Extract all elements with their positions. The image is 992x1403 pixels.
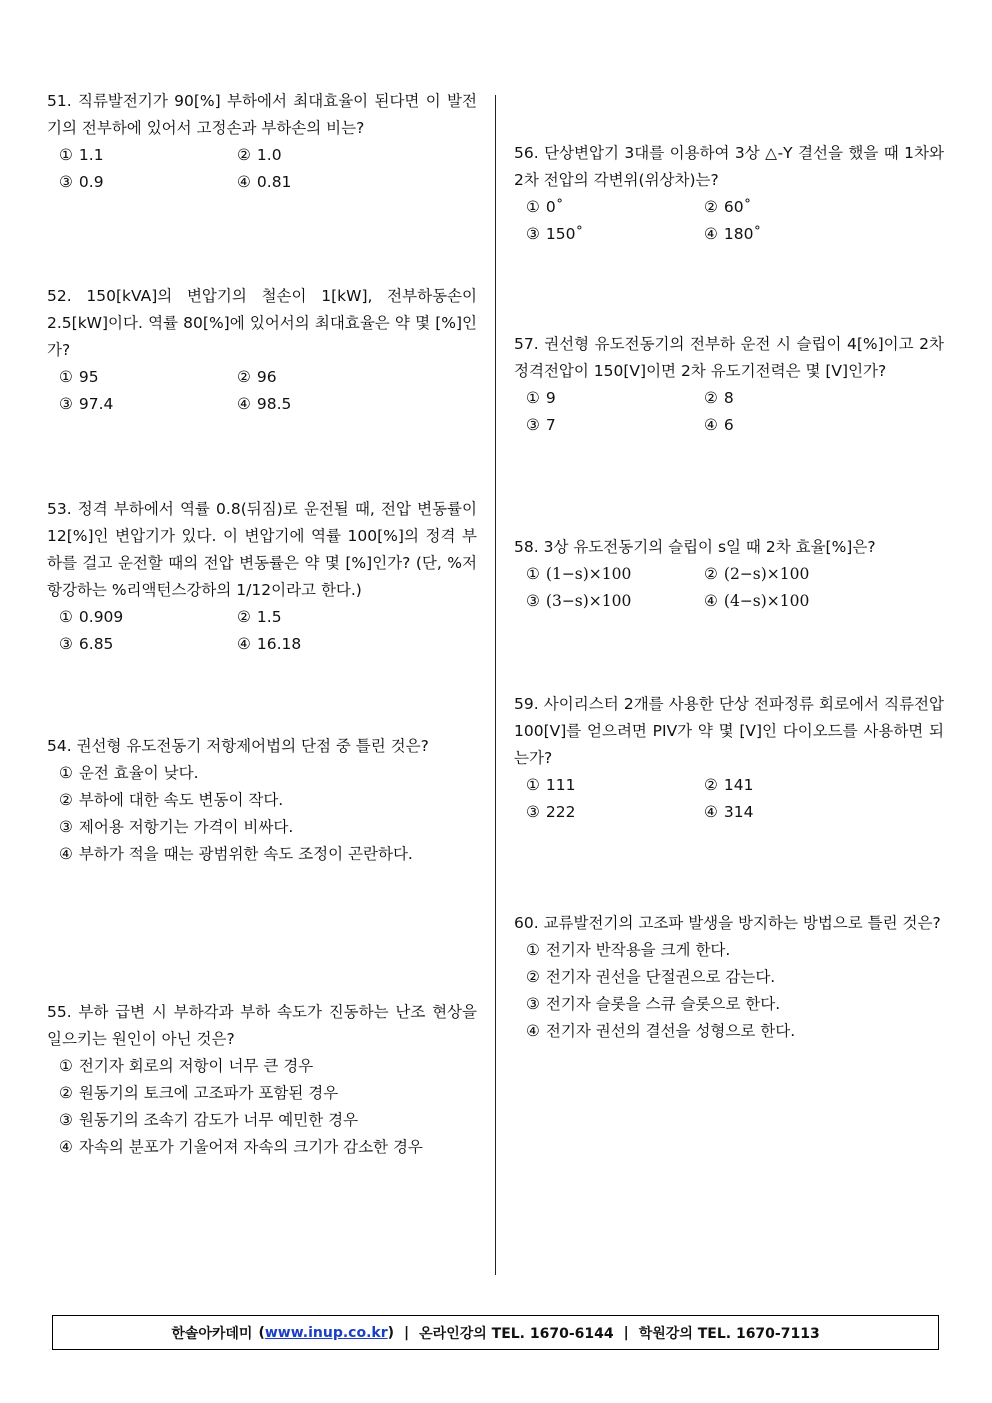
footer-academy-name: 한솔아카데미 — [171, 1325, 253, 1342]
option-4[interactable]: ④ 98.5 — [237, 395, 292, 413]
question-52-stem: 52. 150[kVA]의 변압기의 철손이 1[kW], 전부하동손이 2.5[kW]이다. 역률 80[%]에 있어서의 최대효율은 약 몇 [%]인가? — [47, 287, 477, 359]
option-4[interactable]: ④ 180˚ — [704, 225, 762, 243]
question-60-stem: 60. 교류발전기의 고조파 발생을 방지하는 방법으로 틀린 것은? — [514, 914, 941, 932]
option-2[interactable]: ② 96 — [237, 368, 277, 386]
option-3[interactable]: ③ 150˚ — [526, 225, 584, 243]
option-3[interactable]: ③ 전기자 슬롯을 스큐 슬롯으로 한다. — [526, 995, 781, 1013]
question-55-options — [47, 1053, 477, 1161]
option-4[interactable]: ④ 부하가 적을 때는 광범위한 속도 조정이 곤란하다. — [59, 845, 413, 863]
footer-online-phone: 온라인강의 TEL. 1670-6144 — [419, 1325, 614, 1342]
option-3[interactable]: ③ 222 — [526, 803, 576, 821]
question-58 — [514, 534, 944, 615]
option-4[interactable]: ④ (4−s)×100 — [704, 592, 810, 610]
option-2[interactable]: ② (2−s)×100 — [704, 565, 810, 583]
option-1[interactable]: ① 0˚ — [526, 198, 564, 216]
question-55-stem: 55. 부하 급변 시 부하각과 부하 속도가 진동하는 난조 현상을 일으키는 원인이 아닌 것은? — [47, 1003, 477, 1048]
option-1[interactable]: ① 1.1 — [59, 146, 104, 164]
question-59 — [514, 691, 944, 826]
question-59-options — [514, 772, 944, 826]
option-2[interactable]: ② 1.5 — [237, 608, 282, 626]
question-56 — [514, 140, 944, 248]
option-2[interactable]: ② 1.0 — [237, 146, 282, 164]
option-3[interactable]: ③ (3−s)×100 — [526, 592, 632, 610]
option-1[interactable]: ① 0.909 — [59, 608, 124, 626]
question-57 — [514, 331, 944, 439]
question-52 — [47, 283, 477, 418]
option-2[interactable]: ② 부하에 대한 속도 변동이 작다. — [59, 791, 284, 809]
option-1[interactable]: ① 111 — [526, 776, 576, 794]
option-1[interactable]: ① (1−s)×100 — [526, 565, 632, 583]
option-2[interactable]: ② 전기자 권선을 단절권으로 감는다. — [526, 968, 776, 986]
option-2[interactable]: ② 원동기의 토크에 고조파가 포함된 경우 — [59, 1084, 339, 1102]
question-60 — [514, 910, 944, 1045]
option-3[interactable]: ③ 97.4 — [59, 395, 114, 413]
option-4[interactable]: ④ 6 — [704, 416, 734, 434]
footer-separator: | — [623, 1324, 629, 1341]
option-2[interactable]: ② 8 — [704, 389, 734, 407]
option-3[interactable]: ③ 6.85 — [59, 635, 114, 653]
question-59-stem: 59. 사이리스터 2개를 사용한 단상 전파정류 회로에서 직류전압 100[V]를 얻으려면 PIV가 약 몇 [V]인 다이오드를 사용하면 되는가? — [514, 695, 944, 767]
footer-open-paren: ( — [258, 1324, 265, 1341]
question-58-options — [514, 561, 944, 615]
option-1[interactable]: ① 운전 효율이 낮다. — [59, 764, 199, 782]
option-4[interactable]: ④ 0.81 — [237, 173, 292, 191]
option-3[interactable]: ③ 원동기의 조속기 감도가 너무 예민한 경우 — [59, 1111, 359, 1129]
question-56-options — [514, 194, 944, 248]
option-3[interactable]: ③ 0.9 — [59, 173, 104, 191]
question-55 — [47, 999, 477, 1161]
column-divider — [495, 95, 496, 1275]
question-52-options — [47, 364, 477, 418]
option-3[interactable]: ③ 7 — [526, 416, 556, 434]
option-4[interactable]: ④ 자속의 분포가 기울어져 자속의 크기가 감소한 경우 — [59, 1138, 423, 1156]
footer-close-paren: ) — [387, 1324, 395, 1341]
question-54-options — [47, 760, 477, 868]
question-51 — [47, 88, 477, 196]
question-57-options — [514, 385, 944, 439]
option-1[interactable]: ① 전기자 반작용을 크게 한다. — [526, 941, 731, 959]
question-53-stem: 53. 정격 부하에서 역률 0.8(뒤짐)로 운전될 때, 전압 변동률이 12[%]인 변압기가 있다. 이 변압기에 역률 100[%]의 정격 부하를 걸고 운전할 때의 전압 변동률은 약 몇 [%]인가? (단, %저항강하는 %리액턴스강하의 1/12이라고 한다.) — [47, 500, 477, 599]
option-1[interactable]: ① 95 — [59, 368, 99, 386]
footer-website-link[interactable]: www.inup.co.kr — [264, 1324, 388, 1341]
question-53 — [47, 496, 477, 658]
footer-offline-phone: 학원강의 TEL. 1670-7113 — [638, 1325, 820, 1342]
question-56-stem: 56. 단상변압기 3대를 이용하여 3상 △-Y 결선을 했을 때 1차와 2차 전압의 각변위(위상차)는? — [514, 144, 944, 189]
option-4[interactable]: ④ 16.18 — [237, 635, 302, 653]
option-4[interactable]: ④ 전기자 권선의 결선을 성형으로 한다. — [526, 1022, 796, 1040]
question-54-stem: 54. 권선형 유도전동기 저항제어법의 단점 중 틀린 것은? — [47, 737, 429, 755]
option-4[interactable]: ④ 314 — [704, 803, 754, 821]
option-3[interactable]: ③ 제어용 저항기는 가격이 비싸다. — [59, 818, 294, 836]
option-2[interactable]: ② 141 — [704, 776, 754, 794]
question-53-options — [47, 604, 477, 658]
question-57-stem: 57. 권선형 유도전동기의 전부하 운전 시 슬립이 4[%]이고 2차 정격전압이 150[V]이면 2차 유도기전력은 몇 [V]인가? — [514, 335, 944, 380]
option-2[interactable]: ② 60˚ — [704, 198, 752, 216]
question-58-stem: 58. 3상 유도전동기의 슬립이 s일 때 2차 효율[%]은? — [514, 538, 876, 556]
page-footer — [52, 1315, 939, 1350]
option-1[interactable]: ① 전기자 회로의 저항이 너무 큰 경우 — [59, 1057, 314, 1075]
question-51-stem: 51. 직류발전기가 90[%] 부하에서 최대효율이 된다면 이 발전기의 전부하에 있어서 고정손과 부하손의 비는? — [47, 92, 477, 137]
footer-separator: | — [404, 1324, 410, 1341]
question-51-options — [47, 142, 477, 196]
question-60-options — [514, 937, 944, 1045]
option-1[interactable]: ① 9 — [526, 389, 556, 407]
question-54 — [47, 733, 477, 868]
